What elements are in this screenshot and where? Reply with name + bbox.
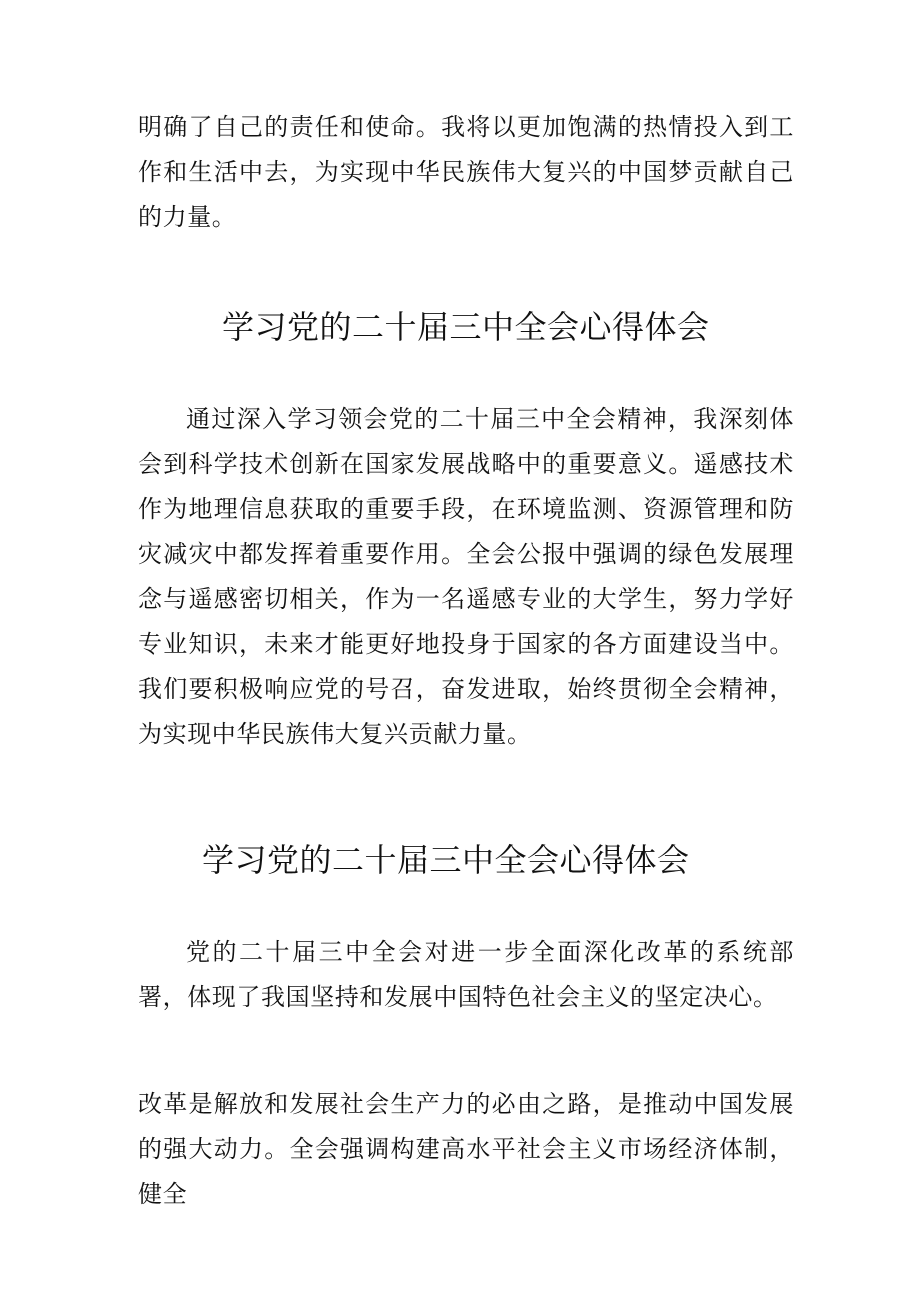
section-body-paragraph: 通过深入学习领会党的二十届三中全会精神，我深刻体会到科学技术创新在国家发展战略中的重要意义。遥感技术作为地理信息获取的重要手段，在环境监测、资源管理和防灾减灾中都发挥着重要作用。全会公报中强调的绿色发展理念与遥感密切相关，作为一名遥感专业的大学生，努力学好专业知识，未来才能更好地投身于国家的各方面建设当中。我们要积极响应党的号召，奋发进取，始终贯彻全会精神，为实现中华民族伟大复兴贡献力量。 — [138, 405, 794, 748]
section-intro-paragraph: 党的二十届三中全会对进一步全面深化改革的系统部署，体现了我国坚持和发展中国特色社会主义的坚定决心。 — [138, 938, 794, 1011]
paragraph-continuation: 明确了自己的责任和使命。我将以更加饱满的热情投入到工作和生活中去，为实现中华民族伟大复兴的中国梦贡献自己的力量。 — [138, 113, 794, 231]
section-body-paragraph: 改革是解放和发展社会生产力的必由之路，是推动中国发展的强大动力。全会强调构建高水平社会主义市场经济体制，健全 — [138, 1090, 794, 1208]
section-title: 学习党的二十届三中全会心得体会 — [222, 308, 710, 346]
section-title: 学习党的二十届三中全会心得体会 — [202, 841, 690, 879]
